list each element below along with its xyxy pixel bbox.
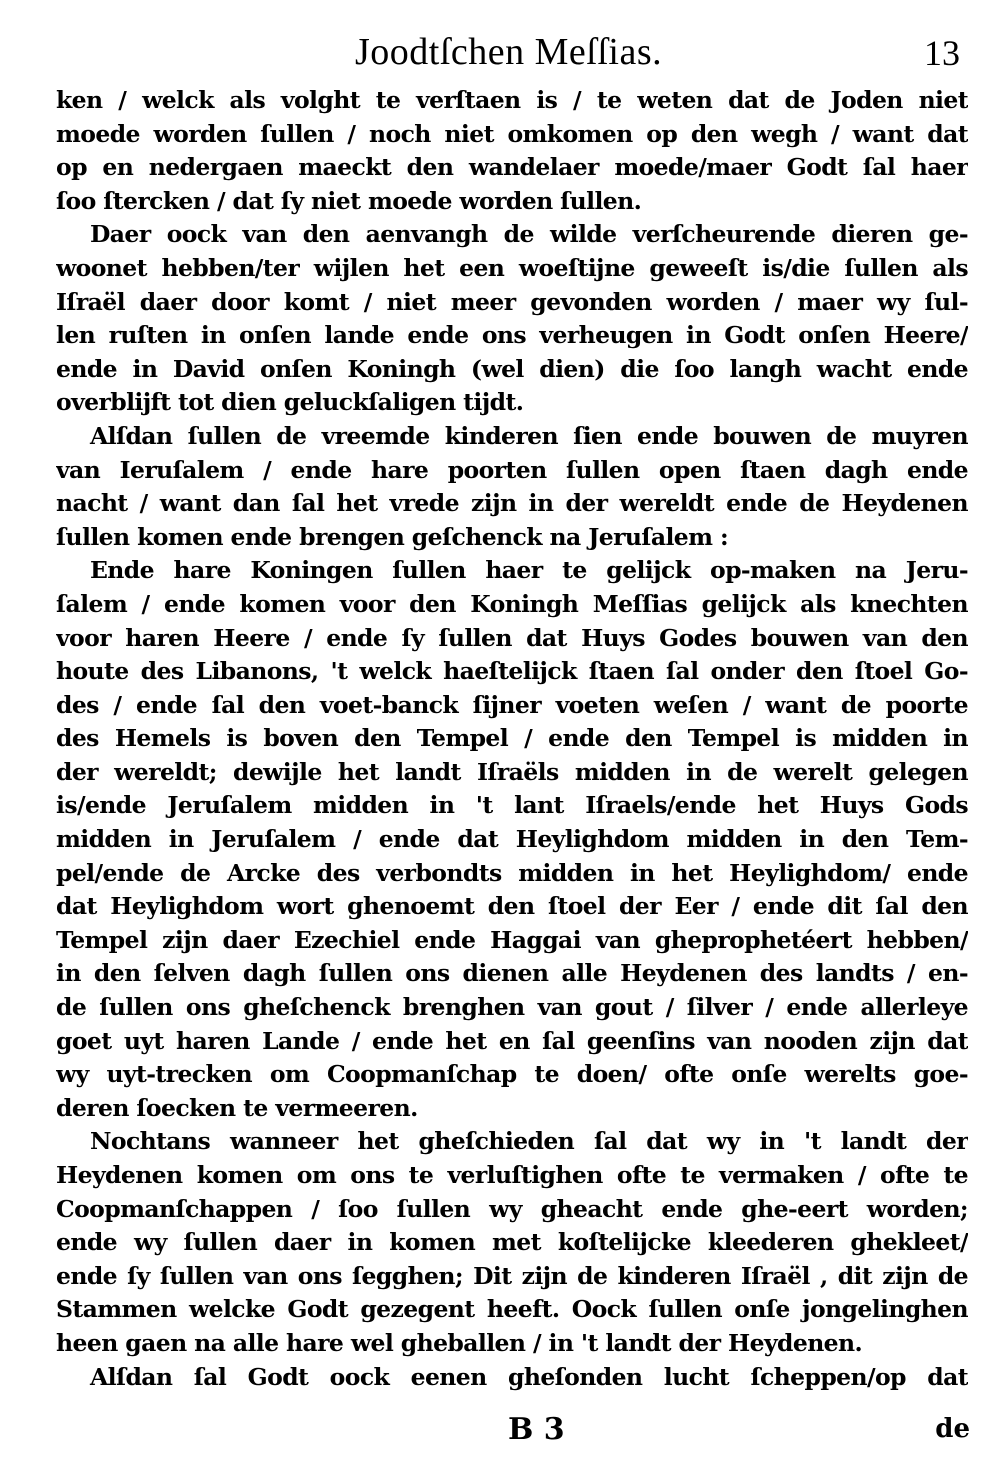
text-line: overblijft tot dien geluckſaligen tijdt. (56, 388, 524, 417)
text-line: des Hemels is boven den Tempel / ende den Tempel is midden in (56, 724, 968, 753)
text-line: dat Heylighdom wort ghenoemt den ſtoel der Eer / ende dit ſal den (56, 892, 968, 921)
page-footer (0, 1410, 1000, 1450)
text-line: voor haren Heere / ende ſy ſullen dat Huys Godes bouwen van den (56, 623, 968, 652)
text-line: Iſraël daer door komt / niet meer gevonden worden / maer wy ſul- (56, 287, 968, 316)
text-line: midden in Jeruſalem / ende dat Heylighdom midden in den Tem- (56, 825, 968, 854)
text-line: nacht / want dan ſal het vrede zijn in der wereldt ende de Heydenen (56, 489, 968, 518)
text-line: ende wy ſullen daer in komen met koſtelijcke kleederen ghekleet/ (56, 1228, 968, 1257)
text-line: is/ende Jeruſalem midden in 't lant Iſraels/ende het Huys Gods (56, 791, 968, 820)
text-line: op en nedergaen maeckt den wandelaer moede/maer Godt ſal haer (56, 153, 968, 182)
text-line: heen gaen na alle hare wel gheballen / in 't landt der Heydenen. (56, 1328, 863, 1357)
text-line: Stammen welcke Godt gezegent heeft. Oock ſullen onſe jongelinghen (56, 1295, 968, 1324)
text-line: Daer oock van den aenvangh de wilde verſcheurende dieren ge- (90, 220, 968, 249)
text-line: woonet hebben/ter wijlen het een woeſtijne geweeſt is/die ſullen als (56, 253, 968, 282)
text-line: Nochtans wanneer het gheſchieden ſal dat wy in 't landt der (90, 1127, 968, 1156)
text-line: moede worden ſullen / noch niet omkomen op den wegh / want dat (56, 119, 968, 148)
text-line: houte des Libanons, 't welck haeſtelijck ſtaen ſal onder den ſtoel Go- (56, 657, 968, 686)
text-line: de ſullen ons gheſchenck brenghen van gout / ſilver / ende allerleye (56, 993, 968, 1022)
signature-mark: B 3 (508, 1412, 565, 1447)
text-line: ende ſy ſullen van ons ſegghen; Dit zijn de kinderen Iſraël , dit zijn de (56, 1261, 968, 1290)
text-line: Coopmanſchappen / ſoo ſullen wy gheacht ende ghe-eert worden; (56, 1194, 968, 1223)
text-line: in den ſelven dagh ſullen ons dienen alle Heydenen des landts / en- (56, 959, 968, 988)
text-line: ſoo ſtercken / dat ſy niet moede worden ſullen. (56, 186, 642, 215)
text-line: goet uyt haren Lande / ende het en ſal geenſins van nooden zijn dat (56, 1026, 968, 1055)
text-line: van Ieruſalem / ende hare poorten ſullen open ſtaen dagh ende (56, 455, 968, 484)
text-line: ken / welck als volght te verſtaen is / te weten dat de Joden niet (56, 86, 968, 114)
page-number: 13 (924, 33, 960, 73)
text-line: Heydenen komen om ons te verluſtighen ofte te vermaken / ofte te (56, 1161, 968, 1189)
text-line: des / ende ſal den voet-banck ſijner voeten weſen / want de poorte (56, 690, 968, 719)
text-line: ſullen komen ende brengen geſchenck na Jeruſalem : (56, 522, 729, 551)
text-line: Ende hare Koningen ſullen haer te gelijck op-maken na Jeru- (90, 556, 968, 585)
text-line: deren ſoecken te vermeeren. (56, 1093, 418, 1122)
text-line: len ruſten in onſen lande ende ons verheugen in Godt onſen Heere/ (56, 321, 968, 350)
text-line: ende in David onſen Koningh (wel dien) die ſoo langh wacht ende (56, 354, 968, 383)
catchword: de (935, 1414, 970, 1444)
running-title: Joodtſchen Meſſias. (355, 31, 663, 73)
page-header (0, 22, 1000, 78)
text-line: pel/ende de Arcke des verbondts midden in het Heylighdom/ ende (56, 858, 968, 887)
text-line: Tempel zijn daer Ezechiel ende Haggai van gheprophetéert hebben/ (56, 925, 968, 954)
text-line: wy uyt-trecken om Coopmanſchap te doen/ ofte onſe werelts goe- (56, 1060, 968, 1089)
text-line: ſalem / ende komen voor den Koningh Meſſias gelijck als knechten (56, 589, 968, 618)
text-line: Alſdan ſal Godt oock eenen gheſonden lucht ſcheppen/op dat (90, 1362, 968, 1391)
text-line: der wereldt; dewijle het landt Iſraëls midden in de werelt gelegen (56, 757, 968, 786)
body-text (56, 84, 968, 1394)
text-line: Alſdan ſullen de vreemde kinderen ſien ende bouwen de muyren (90, 421, 968, 450)
